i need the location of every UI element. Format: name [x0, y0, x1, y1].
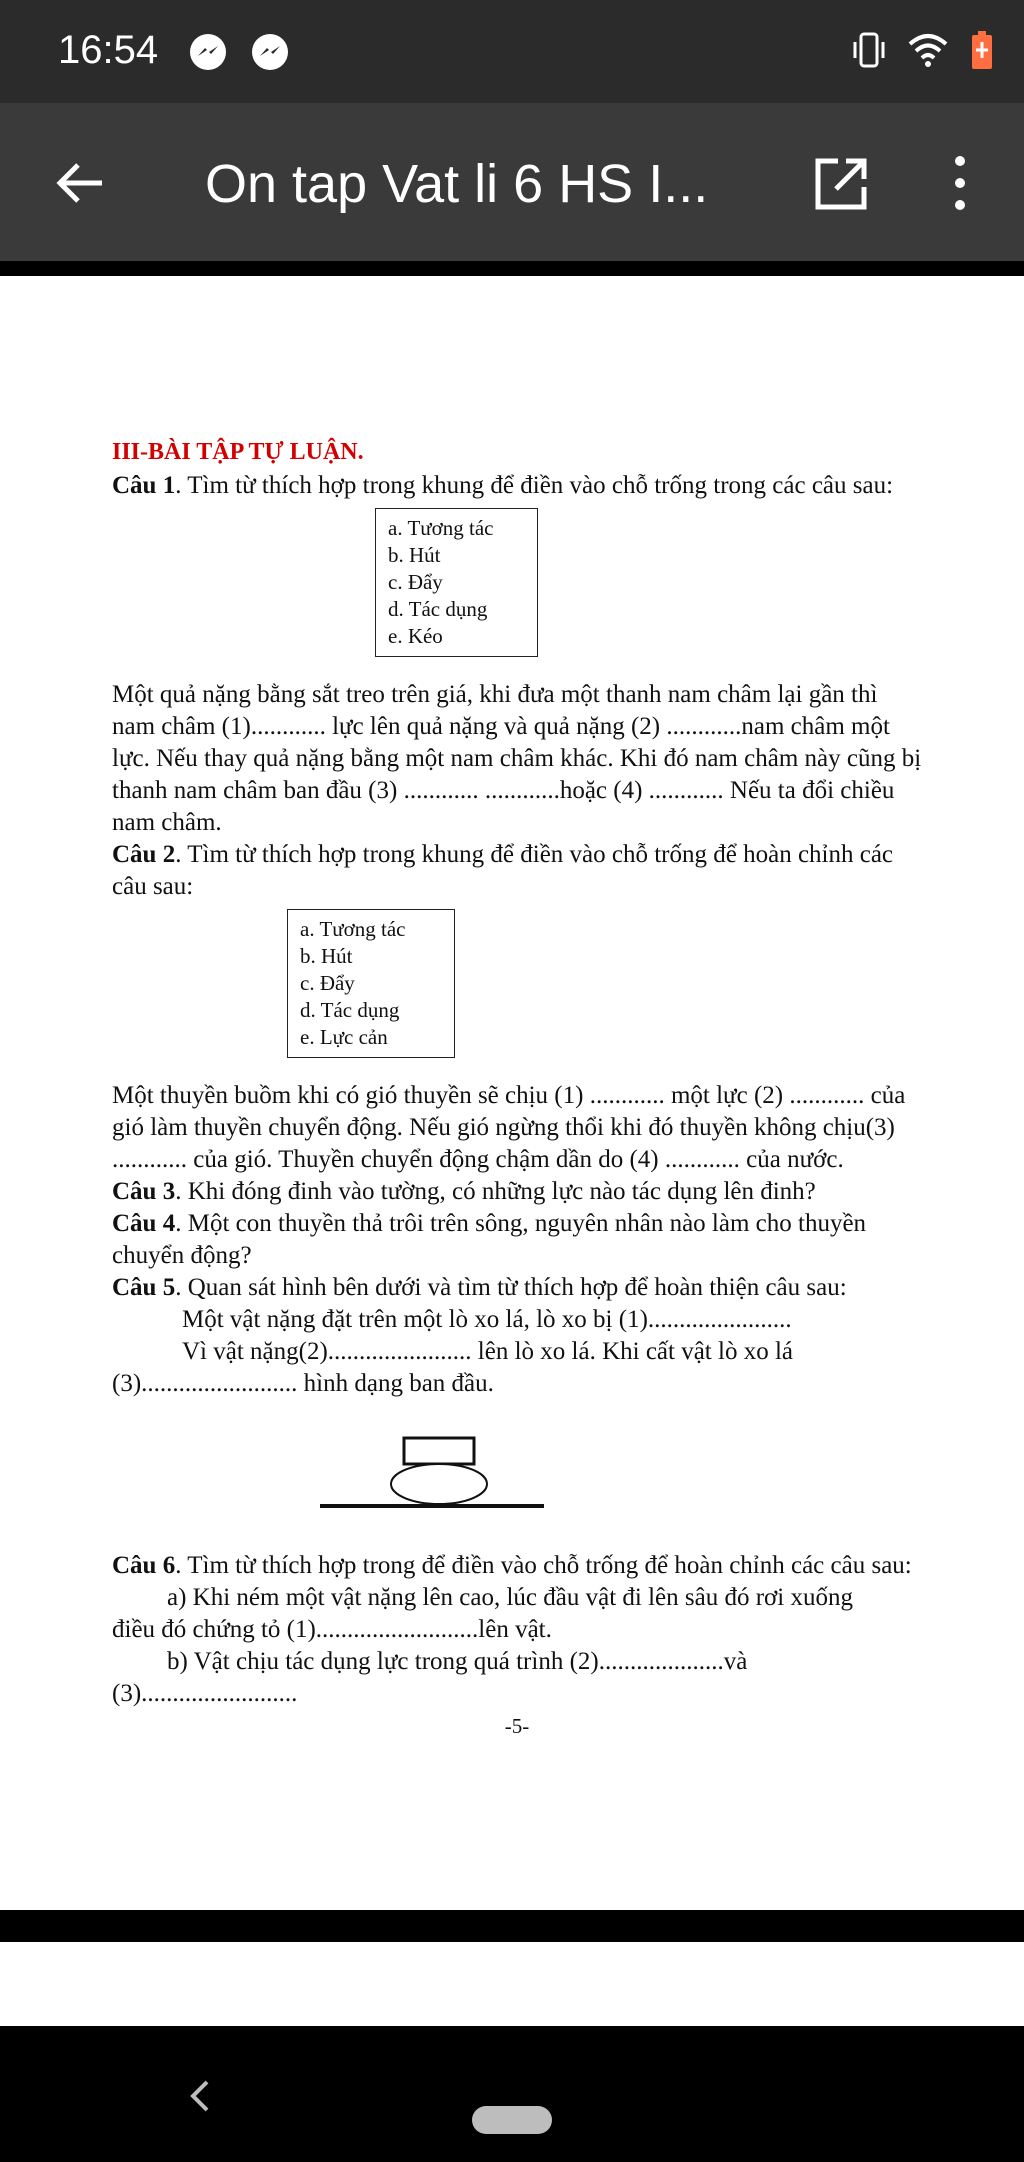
- option-item: e. Kéo: [388, 624, 443, 648]
- wifi-icon: [908, 32, 948, 68]
- spring-figure: [112, 1420, 922, 1530]
- question-6: [112, 1550, 922, 1582]
- navigation-bar: [0, 2026, 1024, 2162]
- question-1-text: . Tìm từ thích hợp trong khung để điền vào chỗ trống trong các câu sau:: [175, 472, 894, 499]
- messenger-icon-2: [252, 34, 288, 70]
- open-external-icon[interactable]: [812, 155, 870, 213]
- option-item: c. Đẩy: [388, 570, 443, 594]
- option-item: a. Tương tác: [388, 516, 494, 540]
- option-item: a. Tương tác: [300, 917, 406, 941]
- question-4: [112, 1208, 922, 1272]
- question-3-text: . Khi đóng đinh vào tường, có những lực nào tác dụng lên đinh?: [175, 1178, 816, 1205]
- options-box-2: [287, 909, 455, 1058]
- question-3-label: Câu 3: [112, 1178, 176, 1205]
- back-arrow-icon[interactable]: [50, 153, 110, 213]
- status-bar: [0, 0, 1024, 103]
- question-6-label: Câu 6: [112, 1552, 176, 1579]
- section-heading: III-BÀI TẬP TỰ LUẬN.: [112, 439, 364, 465]
- option-item: e. Lực cản: [300, 1025, 388, 1049]
- nav-home-pill[interactable]: [472, 2106, 552, 2134]
- next-page-edge: [0, 1942, 1024, 2026]
- question-5: [112, 1272, 922, 1304]
- leaf-spring: [391, 1464, 487, 1504]
- question-6-text: . Tìm từ thích hợp trong để điền vào chỗ trống để hoàn chỉnh các câu sau:: [175, 1552, 912, 1579]
- question-4-label: Câu 4: [112, 1210, 176, 1237]
- question-5-line-3: (3)......................... hình dạng ban đầu.: [112, 1370, 494, 1397]
- question-2-label: Câu 2: [112, 841, 176, 868]
- spring-diagram: [112, 1420, 922, 1530]
- question-5-line-2: Vì vật nặng(2)....................... lên lò xo lá. Khi cất vật lò xo lá: [182, 1338, 793, 1365]
- document-title: On tap Vat li 6 HS I...: [205, 154, 709, 214]
- question-1-passage: Một quả nặng bằng sắt treo trên giá, khi đưa một thanh nam châm lại gần thì nam châm (1)............ lực lên quả nặng và quả nặng (2) ............nam châm một lực. Nếu thay quả nặng bằng một nam châm khác. Khi đó nam châm này cũng bị thanh nam châm ban đầu (3) ............ ............hoặc (4) ............ Nếu ta đổi chiều nam châm.: [112, 681, 922, 836]
- more-options-icon[interactable]: [945, 153, 975, 213]
- question-4-text: . Một con thuyền thả trôi trên sông, nguyên nhân nào làm cho thuyền chuyển động?: [112, 1210, 867, 1269]
- status-time: 16:54: [58, 28, 159, 72]
- option-item: c. Đẩy: [300, 971, 355, 995]
- document-page[interactable]: [0, 276, 1024, 1910]
- question-5-text: . Quan sát hình bên dưới và tìm từ thích hợp để hoàn thiện câu sau:: [175, 1274, 847, 1301]
- nav-back-icon[interactable]: [185, 2076, 215, 2116]
- page-number: -5-: [504, 1714, 530, 1738]
- question-6a-line-2: điều đó chứng tỏ (1)..........................lên vật.: [112, 1616, 552, 1643]
- question-5-line-1: Một vật nặng đặt trên một lò xo lá, lò xo bị (1).......................: [182, 1306, 792, 1333]
- question-2-text: . Tìm từ thích hợp trong khung để điền vào chỗ trống để hoàn chỉnh các câu sau:: [112, 841, 894, 900]
- weight-block: [404, 1438, 474, 1464]
- question-1-label: Câu 1: [112, 472, 176, 499]
- question-6b-line-1: b) Vật chịu tác dụng lực trong quá trình (2)....................và: [167, 1648, 748, 1675]
- question-5-label: Câu 5: [112, 1274, 176, 1301]
- question-1: [112, 470, 922, 502]
- messenger-icon: [190, 34, 226, 70]
- question-2-passage: Một thuyền buồm khi có gió thuyền sẽ chịu (1) ............ một lực (2) ............ của gió làm thuyền chuyển động. Nếu gió ngừng thổi khi đó thuyền không chịu(3) ............ của gió. Thuyền chuyển động chậm dần do (4) ............ của nước.: [112, 1082, 906, 1173]
- battery-icon: [970, 30, 994, 70]
- options-box-1: [375, 508, 538, 657]
- question-6b-line-2: (3).........................: [112, 1680, 298, 1707]
- option-item: b. Hút: [388, 543, 441, 567]
- option-item: d. Tác dụng: [300, 998, 400, 1022]
- option-item: b. Hút: [300, 944, 353, 968]
- question-2: [112, 839, 922, 903]
- question-3: [112, 1176, 922, 1208]
- option-item: d. Tác dụng: [388, 597, 488, 621]
- page-content: [112, 436, 922, 1742]
- question-6a-line-1: a) Khi ném một vật nặng lên cao, lúc đầu vật đi lên sâu đó rơi xuống: [167, 1584, 853, 1611]
- app-bar: [0, 103, 1024, 261]
- vibrate-icon: [852, 30, 886, 70]
